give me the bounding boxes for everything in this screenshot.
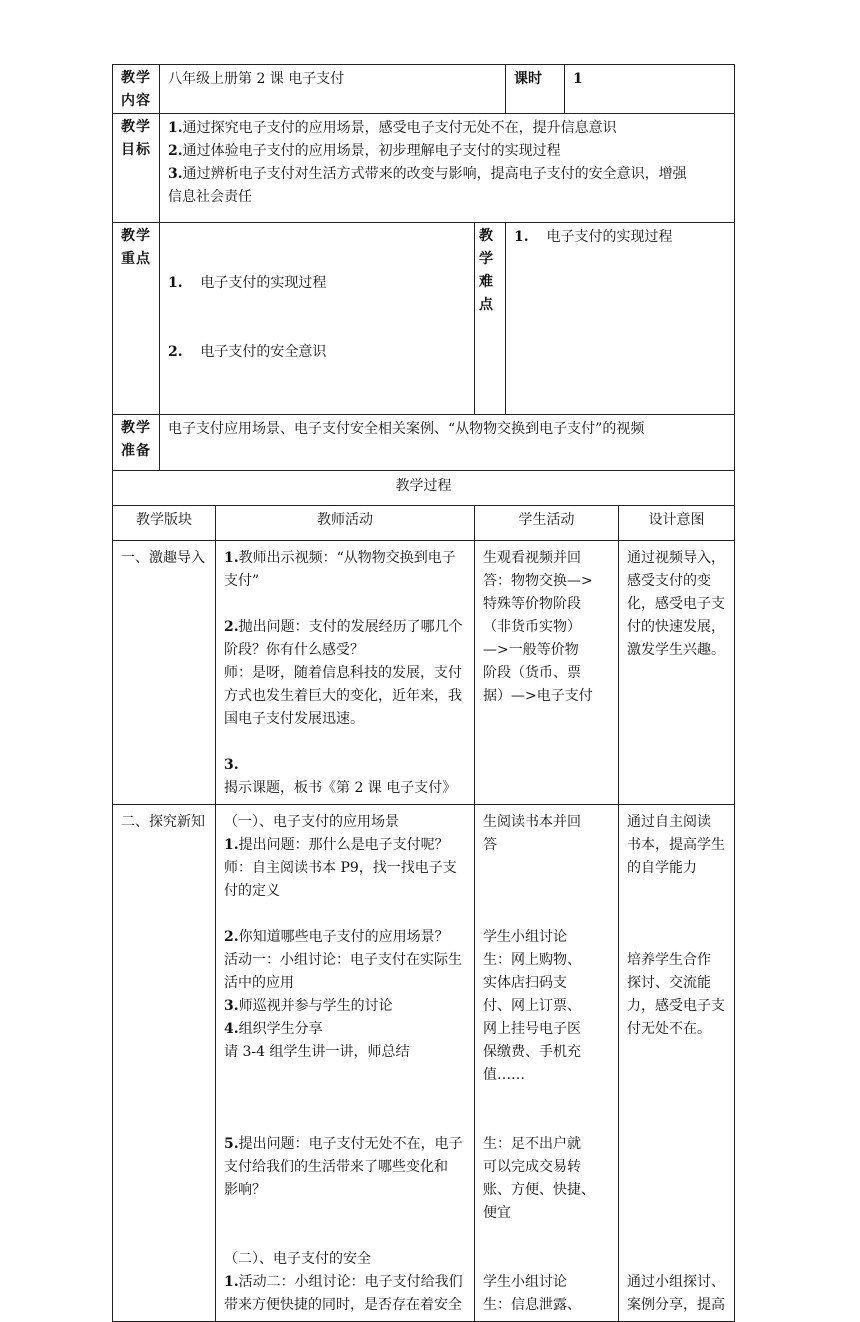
key-point-item: 2. 电子支付的安全意识 bbox=[168, 344, 327, 360]
text-line: 生：网上购物、 bbox=[483, 952, 581, 968]
text-line: 支付给我们的生活带来了哪些变化和 bbox=[224, 1159, 448, 1175]
section-name: 一、激趣导入 bbox=[113, 541, 216, 805]
text-line bbox=[224, 1202, 468, 1225]
text-line bbox=[627, 1133, 728, 1156]
goals-label: 教学 目标 bbox=[113, 114, 160, 223]
row-prep bbox=[113, 415, 735, 471]
lesson-plan-page bbox=[112, 64, 734, 1322]
text-line: 阶段（货币、票 bbox=[483, 665, 581, 681]
text-line: 4.组织学生分享 bbox=[224, 1021, 323, 1037]
text-line bbox=[224, 1110, 468, 1133]
text-line: 1.教师出示视频：“从物物交换到电子 bbox=[224, 550, 456, 566]
text-line bbox=[224, 1087, 468, 1110]
text-line: 通过自主阅读 bbox=[627, 814, 712, 830]
text-line: 学生小组讨论 bbox=[483, 1274, 567, 1290]
goal-item: 1.通过探究电子支付的应用场景，感受电子支付无处不在，提升信息意识 bbox=[168, 120, 617, 136]
difficulty-label: 教学 难点 bbox=[475, 223, 506, 415]
text-line bbox=[483, 1225, 612, 1248]
text-line: 生：信息泄露、 bbox=[483, 1297, 581, 1313]
row-process-title bbox=[113, 471, 735, 506]
content-label: 教学 内容 bbox=[113, 65, 160, 114]
text-line: 方式也发生着巨大的变化，近年来，我 bbox=[224, 688, 462, 704]
text-line: 探讨、交流能 bbox=[627, 975, 712, 991]
design-intent bbox=[619, 805, 735, 1322]
text-line: （一）、电子支付的应用场景 bbox=[224, 814, 399, 830]
text-line: 1.活动二：小组讨论：电子支付给我们 bbox=[224, 1274, 463, 1290]
text-line: 特殊等价物阶段 bbox=[483, 596, 581, 612]
text-line: 网上挂号电子医 bbox=[483, 1021, 581, 1037]
text-line bbox=[627, 1202, 728, 1225]
text-line: 活中的应用 bbox=[224, 975, 294, 991]
text-line: 账、方便、快捷、 bbox=[483, 1182, 595, 1198]
text-line: 培养学生合作 bbox=[627, 952, 712, 968]
text-line bbox=[483, 1248, 612, 1271]
header-section: 教学版块 bbox=[113, 506, 216, 541]
prep-label: 教学 准备 bbox=[113, 415, 160, 471]
text-line: 生观看视频并回 bbox=[483, 550, 581, 566]
text-line bbox=[627, 1179, 728, 1202]
text-line bbox=[483, 903, 612, 926]
text-line: 可以完成交易转 bbox=[483, 1159, 581, 1175]
row-content bbox=[113, 65, 735, 114]
text-line: 带来方便快捷的同时，是否存在着安全 bbox=[224, 1297, 462, 1313]
text-line: —>一般等价物 bbox=[483, 642, 579, 658]
text-line: 2.你知道哪些电子支付的应用场景？ bbox=[224, 929, 449, 945]
text-line: 通过视频导入， bbox=[627, 550, 726, 566]
text-line: （二）、电子支付的安全 bbox=[224, 1251, 371, 1267]
text-line bbox=[627, 1248, 728, 1271]
text-line bbox=[627, 880, 728, 903]
text-line: 请 3-4 组学生讲一讲，师总结 bbox=[224, 1044, 410, 1060]
text-line: （非货币实物） bbox=[483, 619, 581, 635]
text-line bbox=[627, 1110, 728, 1133]
key-points-list bbox=[160, 223, 475, 415]
hours-value: 1 bbox=[565, 65, 735, 114]
section-name: 二、探究新知 bbox=[113, 805, 216, 1322]
row-process-headers bbox=[113, 506, 735, 541]
process-title: 教学过程 bbox=[113, 471, 735, 506]
text-line bbox=[627, 1087, 728, 1110]
text-line: 5.提出问题：电子支付无处不在，电子 bbox=[224, 1136, 463, 1152]
text-line bbox=[627, 903, 728, 926]
text-line: 生阅读书本并回 bbox=[483, 814, 581, 830]
text-line: 实体店扫码支 bbox=[483, 975, 567, 991]
design-intent bbox=[619, 541, 735, 805]
text-line: 感受支付的变 bbox=[627, 573, 712, 589]
text-line bbox=[483, 857, 612, 880]
row-key-points bbox=[113, 223, 735, 415]
text-line: 力，感受电子支 bbox=[627, 998, 726, 1014]
text-line: 答 bbox=[483, 837, 497, 853]
text-line bbox=[224, 903, 468, 926]
hours-label: 课时 bbox=[506, 65, 565, 114]
student-activity bbox=[475, 541, 619, 805]
text-line: 据）—>电子支付 bbox=[483, 688, 593, 704]
text-line: 付无处不在。 bbox=[627, 1021, 712, 1037]
text-line: 付的定义 bbox=[224, 883, 280, 899]
text-line: 国电子支付发展迅速。 bbox=[224, 711, 364, 727]
text-line: 师：自主阅读书本 P9，找一找电子支 bbox=[224, 860, 457, 876]
goals-list bbox=[160, 114, 735, 223]
text-line: 值…… bbox=[483, 1067, 525, 1083]
text-line bbox=[483, 880, 612, 903]
text-line: 影响？ bbox=[224, 1182, 266, 1198]
teacher-activity bbox=[216, 541, 475, 805]
text-line: 付、网上订票、 bbox=[483, 998, 581, 1014]
header-teacher: 教师活动 bbox=[216, 506, 475, 541]
prep-value: 电子支付应用场景、电子支付安全相关案例、“从物物交换到电子支付”的视频 bbox=[160, 415, 735, 471]
text-line: 通过小组探讨、 bbox=[627, 1274, 726, 1290]
student-activity bbox=[475, 805, 619, 1322]
text-line bbox=[224, 593, 468, 616]
teacher-activity bbox=[216, 805, 475, 1322]
text-line: 的自学能力 bbox=[627, 860, 698, 876]
header-student: 学生活动 bbox=[475, 506, 619, 541]
text-line: 化，感受电子支 bbox=[627, 596, 726, 612]
text-line bbox=[627, 926, 728, 949]
text-line: 3.揭示课题，板书《第 2 课 电子支付》 bbox=[224, 757, 457, 796]
text-line: 答：物物交换—> bbox=[483, 573, 593, 589]
header-intent: 设计意图 bbox=[619, 506, 735, 541]
text-line: 案例分享，提高 bbox=[627, 1297, 726, 1313]
text-line bbox=[627, 1041, 728, 1064]
text-line: 激发学生兴趣。 bbox=[627, 642, 726, 658]
goal-item: 信息社会责任 bbox=[168, 189, 252, 205]
key-label: 教学 重点 bbox=[113, 223, 160, 415]
row-goals bbox=[113, 114, 735, 223]
text-line: 活动一：小组讨论：电子支付在实际生 bbox=[224, 952, 462, 968]
goal-item: 2.通过体验电子支付的应用场景，初步理解电子支付的实现过程 bbox=[168, 143, 561, 159]
text-line bbox=[224, 1225, 468, 1248]
key-point-item: 1. 电子支付的实现过程 bbox=[168, 275, 327, 291]
text-line: 学生小组讨论 bbox=[483, 929, 567, 945]
text-line: 3.师巡视并参与学生的讨论 bbox=[224, 998, 393, 1014]
text-line: 便宜 bbox=[483, 1205, 511, 1221]
content-value: 八年级上册第 2 课 电子支付 bbox=[160, 65, 506, 114]
text-line: 支付” bbox=[224, 573, 260, 589]
text-line: 生：足不出户就 bbox=[483, 1136, 581, 1152]
text-line bbox=[627, 1156, 728, 1179]
text-line: 2.抛出问题：支付的发展经历了哪几个 bbox=[224, 619, 463, 635]
text-line: 保缴费、手机充 bbox=[483, 1044, 581, 1060]
section-row-explore bbox=[113, 805, 735, 1322]
section-row-intro bbox=[113, 541, 735, 805]
text-line bbox=[224, 731, 468, 754]
difficulty-value: 1. 电子支付的实现过程 bbox=[506, 223, 735, 415]
lesson-plan-table bbox=[112, 64, 735, 1322]
text-line: 书本，提高学生 bbox=[627, 837, 726, 853]
text-line: 付的快速发展， bbox=[627, 619, 726, 635]
text-line: 阶段？你有什么感受？ bbox=[224, 642, 364, 658]
text-line bbox=[224, 1064, 468, 1087]
text-line bbox=[627, 1225, 728, 1248]
text-line: 1.提出问题：那什么是电子支付呢？ bbox=[224, 837, 449, 853]
text-line bbox=[483, 1087, 612, 1110]
text-line bbox=[483, 1110, 612, 1133]
text-line bbox=[627, 1064, 728, 1087]
text-line: 师：是呀，随着信息科技的发展，支付 bbox=[224, 665, 462, 681]
goal-item: 3.通过辨析电子支付对生活方式带来的改变与影响，提高电子支付的安全意识，增强 bbox=[168, 166, 687, 182]
